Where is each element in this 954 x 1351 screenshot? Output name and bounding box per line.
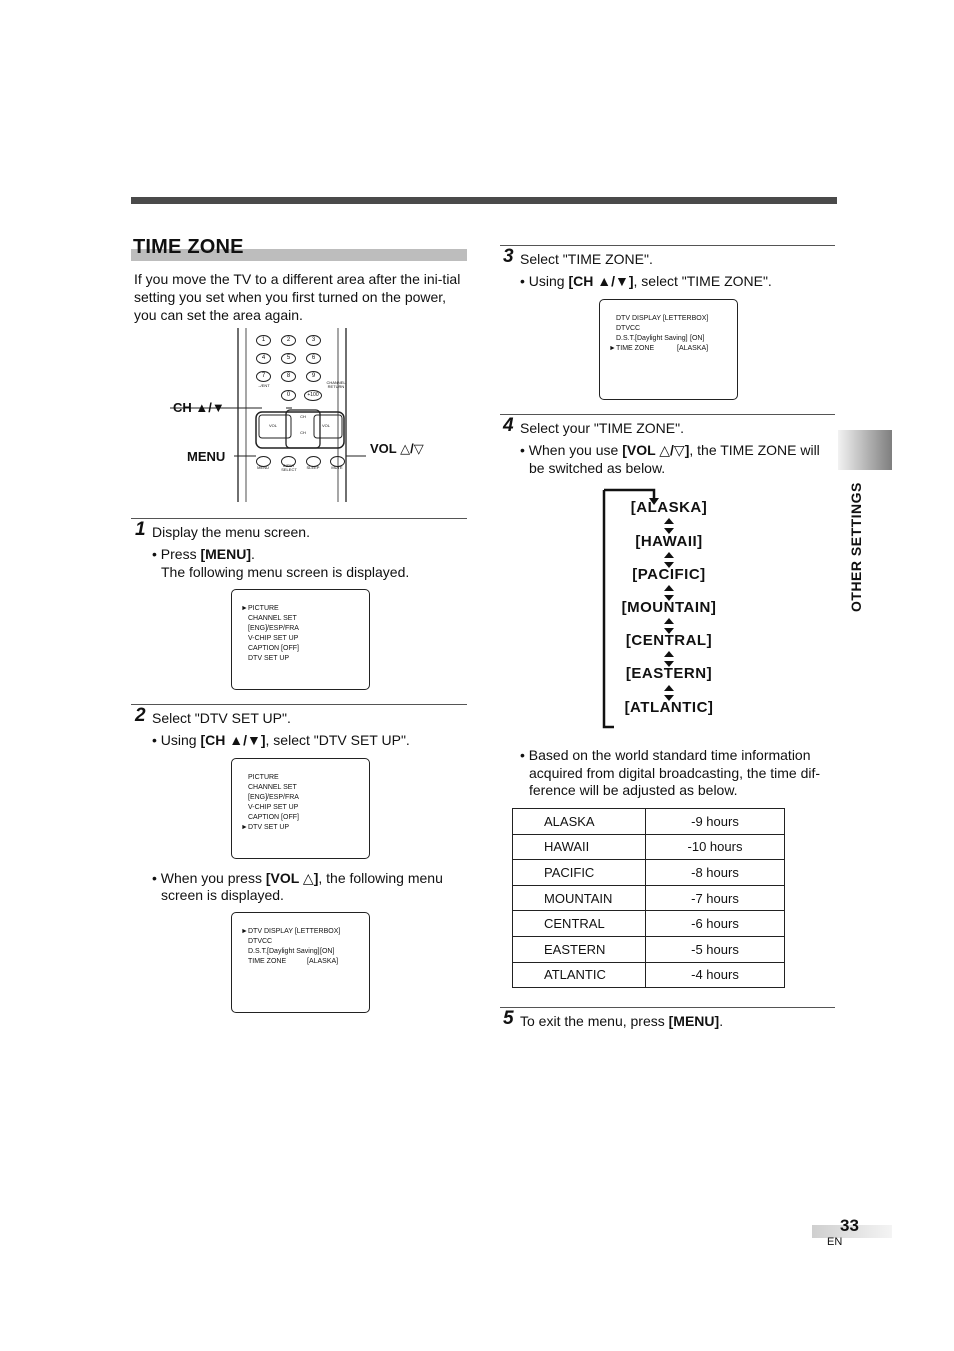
menu-item: DTV SET UP	[248, 655, 290, 662]
zone-cell: MOUNTAIN	[513, 885, 646, 911]
menu-item: [ENG]/ESP/FRA	[248, 794, 299, 801]
menu-item: [ENG]/ESP/FRA	[248, 625, 299, 632]
timezone-offset-table	[512, 808, 785, 988]
step1-rule	[131, 518, 467, 519]
step3-bullet: • Using [CH ▲/▼], select "TIME ZONE".	[520, 273, 772, 289]
digit-0-button[interactable]: 0	[281, 390, 296, 401]
digit-8-button[interactable]: 8	[281, 371, 296, 382]
zone-central: [CENTRAL]	[625, 632, 713, 649]
digit-5-button[interactable]: 5	[281, 353, 296, 364]
menu-item: V-CHIP SET UP	[248, 635, 299, 642]
zone-cell: ATLANTIC	[513, 962, 646, 988]
input-select-label: INPUT SELECT	[281, 463, 297, 472]
page-title: TIME ZONE	[133, 236, 244, 258]
menu-cursor: ►	[241, 928, 248, 935]
menu-value: [ON]	[690, 335, 705, 342]
step5-rule	[500, 1007, 835, 1008]
zone-pacific: [PACIFIC]	[632, 566, 706, 583]
offset-cell: -4 hours	[646, 962, 785, 988]
zone-cell: CENTRAL	[513, 911, 646, 937]
menu-item: TIME ZONE	[248, 958, 287, 965]
ent-label: –/ENT	[258, 383, 270, 388]
zone-mountain: [MOUNTAIN]	[621, 599, 717, 616]
menu-screen-dtv-selected	[231, 758, 370, 859]
menu-cursor: ►	[241, 824, 248, 831]
table-row	[513, 885, 785, 911]
menu-item: DTV DISPLAY [LETTERBOX]	[616, 315, 709, 322]
digit-4-button[interactable]: 4	[256, 353, 271, 364]
menu-item: CHANNEL SET	[248, 615, 297, 622]
menu-item: TIME ZONE	[616, 345, 655, 352]
digit-6-button[interactable]: 6	[306, 353, 321, 364]
ch-callout: CH ▲/▼	[173, 400, 225, 415]
menu-item: PICTURE	[248, 774, 279, 781]
menu-item: DTV DISPLAY [LETTERBOX]	[248, 928, 341, 935]
menu-cursor: ►	[241, 605, 248, 612]
zone-cell: HAWAII	[513, 834, 646, 860]
menu-cursor: ►	[609, 345, 616, 352]
zone-hawaii: [HAWAII]	[635, 533, 703, 550]
zone-eastern: [EASTERN]	[625, 665, 713, 682]
zone-alaska: [ALASKA]	[630, 499, 708, 516]
offset-cell: -7 hours	[646, 885, 785, 911]
menu-item: DTV SET UP	[248, 824, 290, 831]
channel-return-label: CHANNEL RETURN	[326, 380, 346, 389]
table-row	[513, 860, 785, 886]
vol-down-label: VOL	[268, 423, 277, 428]
digit-3-button[interactable]: 3	[306, 335, 321, 346]
step1-bullet: • Press [MENU].	[152, 546, 255, 562]
offset-cell: -8 hours	[646, 860, 785, 886]
table-row	[513, 962, 785, 988]
top-rule	[131, 197, 837, 204]
mute-label: MUTE	[331, 465, 343, 470]
menu-item: D.S.T.[Daylight Saving]	[616, 335, 688, 342]
step2-text: Select "DTV SET UP".	[152, 710, 291, 726]
zone-cell: EASTERN	[513, 936, 646, 962]
step4-note-line3: ference will be adjusted as below.	[529, 782, 738, 798]
section-tab	[838, 430, 892, 470]
step4-number: 4	[503, 415, 514, 436]
offset-cell: -10 hours	[646, 834, 785, 860]
step3-rule	[500, 245, 835, 246]
menu-value: [ALASKA]	[677, 345, 709, 352]
step4-text: Select your "TIME ZONE".	[520, 420, 684, 436]
menu-item: CHANNEL SET	[248, 784, 297, 791]
digit-9-button[interactable]: 9	[306, 371, 321, 382]
menu-value: [ALASKA]	[307, 958, 339, 965]
zone-atlantic: [ATLANTIC]	[624, 699, 714, 716]
sleep-label: SLEEP	[306, 465, 320, 470]
menu-item: CAPTION [OFF]	[248, 814, 299, 821]
menu-screen-main	[231, 589, 370, 690]
menu-callout: MENU	[187, 449, 226, 464]
step5-text: To exit the menu, press [MENU].	[520, 1013, 724, 1029]
table-row	[513, 936, 785, 962]
digit-1-button[interactable]: 1	[256, 335, 271, 346]
remote-illustration	[170, 328, 470, 504]
menu-item: DTVCC	[248, 938, 273, 945]
zone-cell: PACIFIC	[513, 860, 646, 886]
step2-bullet: • Using [CH ▲/▼], select "DTV SET UP".	[152, 732, 410, 748]
offset-cell: -5 hours	[646, 936, 785, 962]
step3-text: Select "TIME ZONE".	[520, 251, 653, 267]
digit-2-button[interactable]: 2	[281, 335, 296, 346]
menu-small-label: MENU	[257, 465, 269, 470]
step1-line2: The following menu screen is displayed.	[161, 564, 410, 580]
zone-cell: ALASKA	[513, 809, 646, 835]
plus100-button[interactable]: +100	[304, 390, 322, 401]
offset-cell: -9 hours	[646, 809, 785, 835]
step2-number: 2	[135, 705, 146, 726]
menu-item: CAPTION [OFF]	[248, 645, 299, 652]
menu-item: V-CHIP SET UP	[248, 804, 299, 811]
step2-rule	[131, 704, 467, 705]
menu-item: PICTURE	[248, 605, 279, 612]
step5-number: 5	[503, 1008, 514, 1029]
step4-bullet: • When you use [VOL △/▽], the TIME ZONE will	[520, 442, 820, 458]
section-label: OTHER SETTINGS	[848, 482, 864, 612]
intro-paragraph: If you move the TV to a different area after the ini-tial setting you set when you first turned on the power, you can set the area again.	[134, 271, 461, 323]
step4-line2: be switched as below.	[529, 460, 666, 476]
offset-cell: -6 hours	[646, 911, 785, 937]
table-row	[513, 911, 785, 937]
table-row	[513, 809, 785, 835]
step3-number: 3	[503, 246, 514, 267]
ch-down-label: CH	[300, 430, 306, 435]
step1-number: 1	[135, 519, 146, 540]
ch-up-label: CH	[300, 414, 306, 419]
menu-screen-timezone-selected	[599, 299, 738, 400]
step1-text: Display the menu screen.	[152, 524, 310, 540]
step4-note-line1: • Based on the world standard time information	[520, 747, 811, 763]
menu-screen-dtv	[231, 912, 370, 1013]
menu-item: D.S.T.[Daylight Saving]	[248, 948, 320, 955]
step4-note-line2: acquired from digital broadcasting, the time dif-	[529, 765, 821, 781]
step2-press-note: • When you press [VOL △], the following menu	[152, 870, 443, 886]
page-language: EN	[827, 1236, 843, 1248]
digit-7-button[interactable]: 7	[256, 371, 271, 382]
vol-callout: VOL △/▽	[370, 441, 424, 456]
page-number: 33	[840, 1216, 859, 1235]
timezone-cycle-diagram	[602, 488, 734, 729]
remote-outline	[170, 328, 470, 504]
step4-rule	[500, 414, 835, 415]
step2-press-note-line2: screen is displayed.	[161, 887, 284, 903]
menu-item: DTVCC	[616, 325, 641, 332]
menu-value: [ON]	[320, 948, 335, 955]
vol-up-label: VOL	[321, 423, 330, 428]
table-row	[513, 834, 785, 860]
